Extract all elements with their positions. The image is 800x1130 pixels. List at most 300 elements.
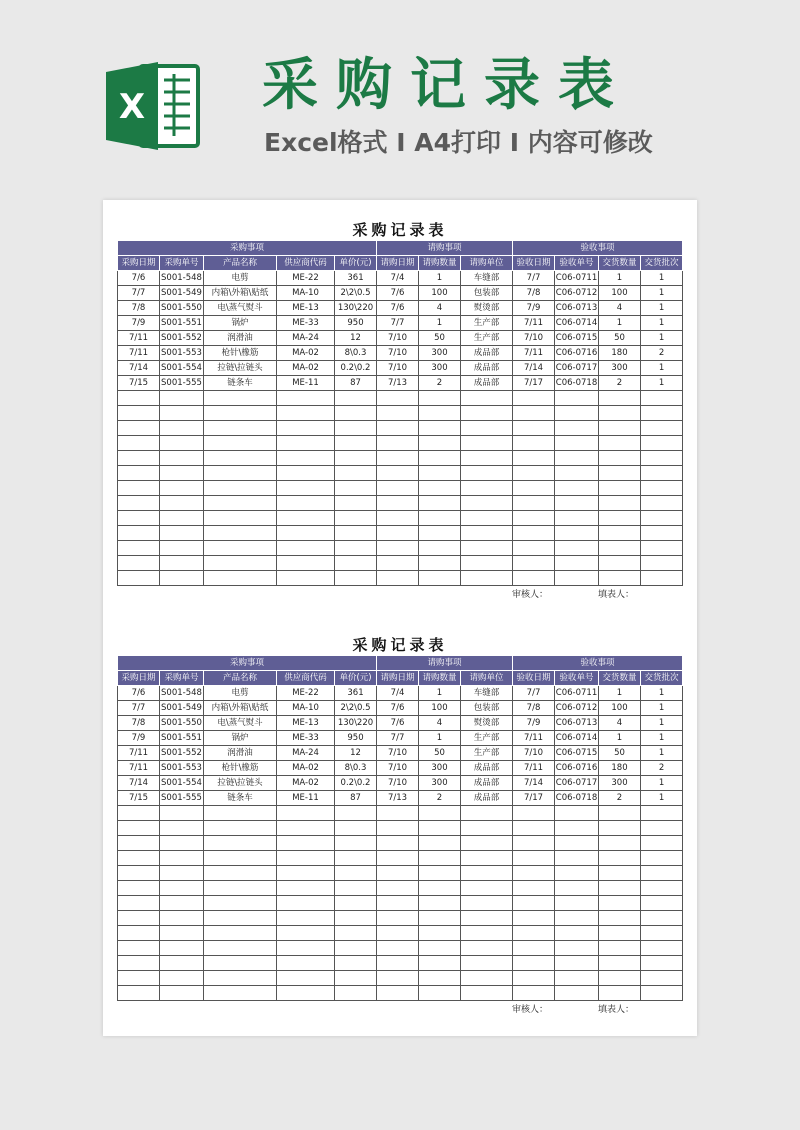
empty-cell[interactable]	[599, 571, 641, 586]
empty-cell[interactable]	[461, 941, 513, 956]
empty-cell[interactable]	[461, 851, 513, 866]
empty-cell[interactable]	[555, 836, 599, 851]
empty-cell[interactable]	[118, 481, 160, 496]
table-cell[interactable]: 生产部	[461, 331, 513, 346]
table-cell[interactable]: 300	[419, 346, 461, 361]
empty-cell[interactable]	[461, 821, 513, 836]
empty-cell[interactable]	[461, 866, 513, 881]
empty-cell[interactable]	[204, 391, 277, 406]
table-cell[interactable]: MA-02	[277, 361, 335, 376]
table-cell[interactable]: C06-0712	[555, 286, 599, 301]
table-cell[interactable]: 50	[419, 331, 461, 346]
empty-cell[interactable]	[513, 956, 555, 971]
empty-cell[interactable]	[513, 866, 555, 881]
empty-cell[interactable]	[419, 436, 461, 451]
table-cell[interactable]: ME-33	[277, 731, 335, 746]
table-cell[interactable]: 熨烫部	[461, 716, 513, 731]
empty-cell[interactable]	[641, 836, 683, 851]
empty-cell[interactable]	[118, 836, 160, 851]
table-cell[interactable]: 1	[641, 701, 683, 716]
table-cell[interactable]: C06-0716	[555, 346, 599, 361]
table-cell[interactable]: 7/11	[118, 346, 160, 361]
table-cell[interactable]: 内箱\外箱\贴纸	[204, 701, 277, 716]
table-cell[interactable]: 7/15	[118, 376, 160, 391]
empty-cell[interactable]	[204, 911, 277, 926]
empty-cell[interactable]	[555, 451, 599, 466]
table-cell[interactable]: 950	[335, 316, 377, 331]
empty-cell[interactable]	[335, 541, 377, 556]
empty-cell[interactable]	[204, 481, 277, 496]
table-cell[interactable]: 361	[335, 271, 377, 286]
table-cell[interactable]: 7/10	[513, 331, 555, 346]
empty-cell[interactable]	[118, 556, 160, 571]
empty-cell[interactable]	[377, 391, 419, 406]
empty-cell[interactable]	[335, 971, 377, 986]
table-cell[interactable]: 2	[419, 376, 461, 391]
empty-cell[interactable]	[419, 571, 461, 586]
empty-cell[interactable]	[513, 851, 555, 866]
empty-cell[interactable]	[419, 926, 461, 941]
table-cell[interactable]: 180	[599, 346, 641, 361]
table-cell[interactable]: 锅炉	[204, 731, 277, 746]
empty-cell[interactable]	[555, 941, 599, 956]
table-cell[interactable]: 7/7	[377, 316, 419, 331]
empty-cell[interactable]	[641, 511, 683, 526]
table-cell[interactable]: ME-13	[277, 716, 335, 731]
empty-cell[interactable]	[335, 896, 377, 911]
empty-cell[interactable]	[461, 451, 513, 466]
empty-cell[interactable]	[277, 451, 335, 466]
empty-cell[interactable]	[419, 911, 461, 926]
table-cell[interactable]: 8\0.3	[335, 761, 377, 776]
empty-cell[interactable]	[335, 986, 377, 1001]
empty-cell[interactable]	[641, 406, 683, 421]
table-cell[interactable]: 7/8	[513, 286, 555, 301]
table-cell[interactable]: 2	[641, 761, 683, 776]
empty-cell[interactable]	[641, 956, 683, 971]
table-cell[interactable]: 成品部	[461, 346, 513, 361]
empty-cell[interactable]	[377, 926, 419, 941]
empty-cell[interactable]	[555, 481, 599, 496]
empty-cell[interactable]	[461, 806, 513, 821]
empty-cell[interactable]	[513, 526, 555, 541]
empty-cell[interactable]	[160, 556, 204, 571]
table-cell[interactable]: 100	[419, 701, 461, 716]
empty-cell[interactable]	[160, 436, 204, 451]
table-cell[interactable]: 车缝部	[461, 686, 513, 701]
empty-cell[interactable]	[513, 821, 555, 836]
empty-cell[interactable]	[377, 911, 419, 926]
table-cell[interactable]: C06-0713	[555, 301, 599, 316]
table-cell[interactable]: C06-0711	[555, 271, 599, 286]
table-cell[interactable]: 2	[599, 791, 641, 806]
table-cell[interactable]: 4	[599, 301, 641, 316]
empty-cell[interactable]	[599, 896, 641, 911]
empty-cell[interactable]	[641, 821, 683, 836]
empty-cell[interactable]	[118, 571, 160, 586]
empty-cell[interactable]	[555, 391, 599, 406]
table-cell[interactable]: 7/13	[377, 376, 419, 391]
empty-cell[interactable]	[461, 406, 513, 421]
empty-cell[interactable]	[641, 571, 683, 586]
empty-cell[interactable]	[277, 391, 335, 406]
table-cell[interactable]: C06-0717	[555, 361, 599, 376]
table-cell[interactable]: 7/6	[118, 271, 160, 286]
empty-cell[interactable]	[160, 451, 204, 466]
table-cell[interactable]: C06-0713	[555, 716, 599, 731]
empty-cell[interactable]	[377, 851, 419, 866]
empty-cell[interactable]	[377, 556, 419, 571]
empty-cell[interactable]	[277, 571, 335, 586]
table-cell[interactable]: S001-549	[160, 701, 204, 716]
empty-cell[interactable]	[419, 956, 461, 971]
empty-cell[interactable]	[204, 851, 277, 866]
table-cell[interactable]: 7/11	[513, 731, 555, 746]
empty-cell[interactable]	[277, 911, 335, 926]
empty-cell[interactable]	[204, 466, 277, 481]
empty-cell[interactable]	[555, 926, 599, 941]
empty-cell[interactable]	[204, 571, 277, 586]
empty-cell[interactable]	[513, 926, 555, 941]
empty-cell[interactable]	[160, 481, 204, 496]
empty-cell[interactable]	[377, 451, 419, 466]
table-cell[interactable]: 7/10	[377, 761, 419, 776]
empty-cell[interactable]	[599, 851, 641, 866]
empty-cell[interactable]	[335, 806, 377, 821]
empty-cell[interactable]	[419, 896, 461, 911]
table-cell[interactable]: 枪针\橡筋	[204, 346, 277, 361]
empty-cell[interactable]	[277, 986, 335, 1001]
empty-cell[interactable]	[335, 391, 377, 406]
empty-cell[interactable]	[419, 556, 461, 571]
empty-cell[interactable]	[277, 556, 335, 571]
table-cell[interactable]: C06-0714	[555, 731, 599, 746]
empty-cell[interactable]	[335, 866, 377, 881]
empty-cell[interactable]	[160, 956, 204, 971]
empty-cell[interactable]	[599, 451, 641, 466]
table-cell[interactable]: 熨烫部	[461, 301, 513, 316]
empty-cell[interactable]	[461, 926, 513, 941]
empty-cell[interactable]	[204, 541, 277, 556]
table-cell[interactable]: S001-555	[160, 791, 204, 806]
empty-cell[interactable]	[599, 986, 641, 1001]
empty-cell[interactable]	[377, 466, 419, 481]
table-cell[interactable]: 7/7	[118, 701, 160, 716]
table-cell[interactable]: 润滑油	[204, 746, 277, 761]
empty-cell[interactable]	[419, 941, 461, 956]
table-cell[interactable]: 130\220	[335, 716, 377, 731]
table-cell[interactable]: 内箱\外箱\贴纸	[204, 286, 277, 301]
empty-cell[interactable]	[277, 941, 335, 956]
empty-cell[interactable]	[377, 806, 419, 821]
empty-cell[interactable]	[599, 821, 641, 836]
table-cell[interactable]: 300	[599, 776, 641, 791]
empty-cell[interactable]	[419, 451, 461, 466]
empty-cell[interactable]	[160, 941, 204, 956]
empty-cell[interactable]	[419, 406, 461, 421]
empty-cell[interactable]	[599, 466, 641, 481]
empty-cell[interactable]	[277, 971, 335, 986]
empty-cell[interactable]	[555, 571, 599, 586]
empty-cell[interactable]	[160, 571, 204, 586]
empty-cell[interactable]	[277, 406, 335, 421]
empty-cell[interactable]	[641, 806, 683, 821]
table-cell[interactable]: 1	[641, 776, 683, 791]
empty-cell[interactable]	[118, 421, 160, 436]
table-cell[interactable]: ME-11	[277, 376, 335, 391]
table-cell[interactable]: C06-0711	[555, 686, 599, 701]
table-cell[interactable]: 1	[599, 271, 641, 286]
table-cell[interactable]: S001-553	[160, 761, 204, 776]
empty-cell[interactable]	[599, 926, 641, 941]
empty-cell[interactable]	[555, 436, 599, 451]
empty-cell[interactable]	[461, 421, 513, 436]
table-cell[interactable]: 50	[419, 746, 461, 761]
table-cell[interactable]: 7/15	[118, 791, 160, 806]
table-cell[interactable]: 拉链\拉链头	[204, 776, 277, 791]
empty-cell[interactable]	[277, 421, 335, 436]
empty-cell[interactable]	[513, 881, 555, 896]
empty-cell[interactable]	[555, 986, 599, 1001]
empty-cell[interactable]	[555, 526, 599, 541]
table-cell[interactable]: 4	[419, 301, 461, 316]
table-cell[interactable]: S001-555	[160, 376, 204, 391]
table-cell[interactable]: 1	[641, 286, 683, 301]
table-cell[interactable]: 1	[641, 271, 683, 286]
table-cell[interactable]: MA-24	[277, 331, 335, 346]
empty-cell[interactable]	[419, 391, 461, 406]
table-cell[interactable]: 7/13	[377, 791, 419, 806]
table-cell[interactable]: 7/14	[513, 361, 555, 376]
empty-cell[interactable]	[335, 406, 377, 421]
table-cell[interactable]: 87	[335, 376, 377, 391]
empty-cell[interactable]	[461, 526, 513, 541]
empty-cell[interactable]	[513, 896, 555, 911]
table-cell[interactable]: C06-0718	[555, 791, 599, 806]
empty-cell[interactable]	[160, 541, 204, 556]
table-cell[interactable]: 1	[419, 731, 461, 746]
table-cell[interactable]: ME-22	[277, 271, 335, 286]
table-cell[interactable]: 包装部	[461, 701, 513, 716]
empty-cell[interactable]	[277, 956, 335, 971]
empty-cell[interactable]	[335, 556, 377, 571]
table-cell[interactable]: 包装部	[461, 286, 513, 301]
empty-cell[interactable]	[461, 466, 513, 481]
table-cell[interactable]: 电\蒸气熨斗	[204, 716, 277, 731]
table-cell[interactable]: 7/7	[513, 686, 555, 701]
empty-cell[interactable]	[118, 896, 160, 911]
table-cell[interactable]: 枪针\橡筋	[204, 761, 277, 776]
empty-cell[interactable]	[160, 836, 204, 851]
table-cell[interactable]: 1	[641, 316, 683, 331]
table-cell[interactable]: S001-548	[160, 686, 204, 701]
table-cell[interactable]: S001-552	[160, 746, 204, 761]
table-cell[interactable]: 50	[599, 331, 641, 346]
empty-cell[interactable]	[599, 556, 641, 571]
empty-cell[interactable]	[555, 896, 599, 911]
table-cell[interactable]: S001-552	[160, 331, 204, 346]
empty-cell[interactable]	[555, 881, 599, 896]
empty-cell[interactable]	[335, 956, 377, 971]
empty-cell[interactable]	[335, 911, 377, 926]
empty-cell[interactable]	[335, 481, 377, 496]
table-cell[interactable]: 生产部	[461, 731, 513, 746]
empty-cell[interactable]	[513, 511, 555, 526]
empty-cell[interactable]	[419, 986, 461, 1001]
empty-cell[interactable]	[599, 866, 641, 881]
empty-cell[interactable]	[335, 836, 377, 851]
empty-cell[interactable]	[419, 511, 461, 526]
empty-cell[interactable]	[513, 421, 555, 436]
table-cell[interactable]: 锅炉	[204, 316, 277, 331]
empty-cell[interactable]	[160, 866, 204, 881]
empty-cell[interactable]	[204, 971, 277, 986]
table-cell[interactable]: 成品部	[461, 376, 513, 391]
table-cell[interactable]: 电剪	[204, 271, 277, 286]
empty-cell[interactable]	[461, 556, 513, 571]
empty-cell[interactable]	[513, 541, 555, 556]
table-cell[interactable]: 1	[599, 686, 641, 701]
table-cell[interactable]: 7/6	[377, 286, 419, 301]
empty-cell[interactable]	[419, 466, 461, 481]
empty-cell[interactable]	[118, 806, 160, 821]
empty-cell[interactable]	[118, 391, 160, 406]
empty-cell[interactable]	[419, 526, 461, 541]
empty-cell[interactable]	[513, 941, 555, 956]
table-cell[interactable]: 车缝部	[461, 271, 513, 286]
table-cell[interactable]: S001-551	[160, 731, 204, 746]
table-cell[interactable]: C06-0712	[555, 701, 599, 716]
empty-cell[interactable]	[277, 851, 335, 866]
table-cell[interactable]: 2\2\0.5	[335, 286, 377, 301]
empty-cell[interactable]	[204, 956, 277, 971]
empty-cell[interactable]	[377, 421, 419, 436]
table-cell[interactable]: 0.2\0.2	[335, 361, 377, 376]
empty-cell[interactable]	[461, 911, 513, 926]
empty-cell[interactable]	[419, 866, 461, 881]
table-cell[interactable]: C06-0715	[555, 331, 599, 346]
empty-cell[interactable]	[461, 986, 513, 1001]
empty-cell[interactable]	[204, 881, 277, 896]
empty-cell[interactable]	[118, 881, 160, 896]
empty-cell[interactable]	[160, 926, 204, 941]
empty-cell[interactable]	[599, 541, 641, 556]
empty-cell[interactable]	[513, 911, 555, 926]
table-cell[interactable]: 1	[419, 316, 461, 331]
empty-cell[interactable]	[599, 421, 641, 436]
empty-cell[interactable]	[160, 881, 204, 896]
table-cell[interactable]: 7/14	[513, 776, 555, 791]
empty-cell[interactable]	[118, 821, 160, 836]
table-cell[interactable]: S001-551	[160, 316, 204, 331]
table-cell[interactable]: 1	[641, 301, 683, 316]
empty-cell[interactable]	[419, 821, 461, 836]
table-cell[interactable]: 4	[419, 716, 461, 731]
empty-cell[interactable]	[377, 571, 419, 586]
empty-cell[interactable]	[461, 836, 513, 851]
empty-cell[interactable]	[461, 896, 513, 911]
empty-cell[interactable]	[204, 496, 277, 511]
table-cell[interactable]: 1	[641, 361, 683, 376]
empty-cell[interactable]	[204, 866, 277, 881]
empty-cell[interactable]	[513, 481, 555, 496]
table-cell[interactable]: 7/8	[513, 701, 555, 716]
table-cell[interactable]: 7/8	[118, 301, 160, 316]
empty-cell[interactable]	[461, 436, 513, 451]
table-cell[interactable]: 100	[599, 701, 641, 716]
table-cell[interactable]: 300	[419, 776, 461, 791]
empty-cell[interactable]	[377, 836, 419, 851]
table-cell[interactable]: MA-02	[277, 761, 335, 776]
table-cell[interactable]: 7/9	[513, 716, 555, 731]
table-cell[interactable]: 成品部	[461, 791, 513, 806]
empty-cell[interactable]	[461, 481, 513, 496]
table-cell[interactable]: S001-550	[160, 301, 204, 316]
empty-cell[interactable]	[513, 451, 555, 466]
empty-cell[interactable]	[118, 851, 160, 866]
empty-cell[interactable]	[513, 466, 555, 481]
empty-cell[interactable]	[599, 971, 641, 986]
empty-cell[interactable]	[118, 956, 160, 971]
empty-cell[interactable]	[277, 496, 335, 511]
empty-cell[interactable]	[204, 806, 277, 821]
table-cell[interactable]: S001-550	[160, 716, 204, 731]
empty-cell[interactable]	[335, 821, 377, 836]
empty-cell[interactable]	[641, 526, 683, 541]
table-cell[interactable]: 7/10	[377, 331, 419, 346]
empty-cell[interactable]	[204, 896, 277, 911]
table-cell[interactable]: 1	[641, 746, 683, 761]
table-cell[interactable]: S001-548	[160, 271, 204, 286]
empty-cell[interactable]	[377, 526, 419, 541]
table-cell[interactable]: 1	[641, 331, 683, 346]
empty-cell[interactable]	[204, 941, 277, 956]
empty-cell[interactable]	[160, 851, 204, 866]
table-cell[interactable]: 7/8	[118, 716, 160, 731]
empty-cell[interactable]	[419, 836, 461, 851]
empty-cell[interactable]	[419, 971, 461, 986]
empty-cell[interactable]	[277, 526, 335, 541]
empty-cell[interactable]	[555, 556, 599, 571]
empty-cell[interactable]	[335, 436, 377, 451]
table-cell[interactable]: 361	[335, 686, 377, 701]
empty-cell[interactable]	[599, 511, 641, 526]
empty-cell[interactable]	[513, 436, 555, 451]
table-cell[interactable]: S001-553	[160, 346, 204, 361]
empty-cell[interactable]	[160, 986, 204, 1001]
empty-cell[interactable]	[513, 556, 555, 571]
empty-cell[interactable]	[555, 911, 599, 926]
empty-cell[interactable]	[204, 406, 277, 421]
empty-cell[interactable]	[419, 421, 461, 436]
empty-cell[interactable]	[641, 466, 683, 481]
empty-cell[interactable]	[641, 911, 683, 926]
empty-cell[interactable]	[599, 496, 641, 511]
empty-cell[interactable]	[277, 481, 335, 496]
empty-cell[interactable]	[555, 421, 599, 436]
empty-cell[interactable]	[204, 556, 277, 571]
empty-cell[interactable]	[377, 941, 419, 956]
table-cell[interactable]: 成品部	[461, 361, 513, 376]
empty-cell[interactable]	[118, 436, 160, 451]
table-cell[interactable]: 7/11	[118, 331, 160, 346]
table-cell[interactable]: 拉链\拉链头	[204, 361, 277, 376]
empty-cell[interactable]	[377, 866, 419, 881]
empty-cell[interactable]	[277, 806, 335, 821]
table-cell[interactable]: 7/11	[118, 746, 160, 761]
empty-cell[interactable]	[377, 896, 419, 911]
empty-cell[interactable]	[118, 541, 160, 556]
